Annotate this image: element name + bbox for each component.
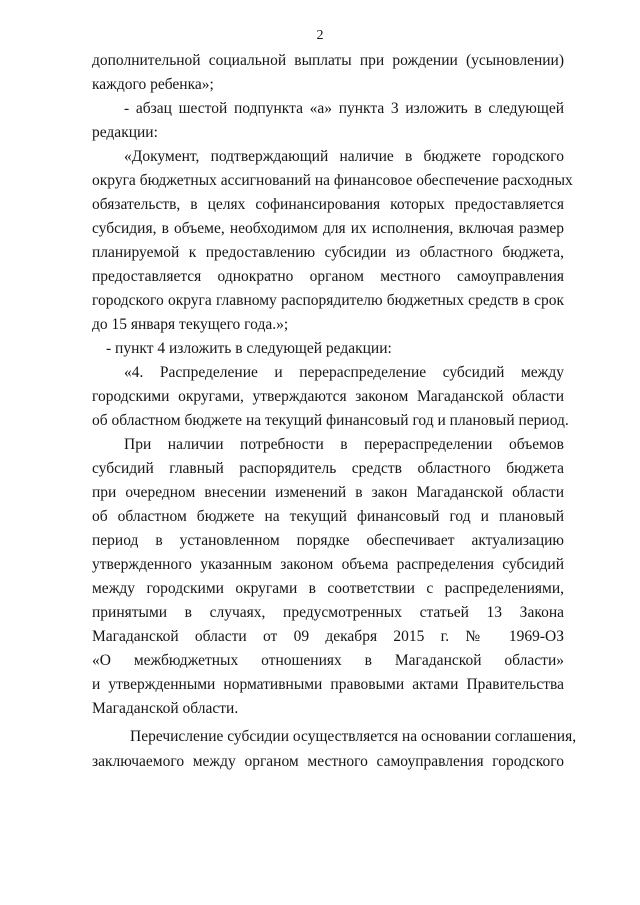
text-line: обязательств, в целях софинансирования которых предоставляется (92, 196, 564, 213)
text-line: утвержденного указанным законом объема распределения субсидий (92, 556, 564, 573)
text-line: Перечисление субсидии осуществляется на основании соглашения, (130, 728, 577, 745)
text-line: между городскими округами в соответствии с распределениями, (92, 580, 564, 597)
text-line: до 15 января текущего года.»; (92, 316, 289, 333)
text-line: при очередном внесении изменений в закон Магаданской области (92, 484, 564, 501)
text-line: При наличии потребности в перераспределении объемов (124, 436, 564, 453)
text-line: «О межбюджетных отношениях в Магаданской области» (92, 652, 564, 669)
text-line: дополнительной социальной выплаты при рождении (усыновлении) (92, 52, 564, 69)
text-line: заключаемого между органом местного самоуправления городского (92, 753, 564, 770)
text-line: принятыми в случаях, предусмотренных статьей 13 Закона (92, 604, 564, 621)
text-line: городскими округами, утверждаются законом Магаданской области (92, 388, 564, 405)
text-line: предоставляется однократно органом местного самоуправления (92, 268, 564, 285)
text-line: период в установленном порядке обеспечивает актуализацию (92, 532, 564, 549)
text-line: «Документ, подтверждающий наличие в бюджете городского (124, 148, 564, 165)
text-line: субсидий главный распорядитель средств областного бюджета (92, 460, 564, 477)
text-line: редакции: (92, 124, 158, 141)
text-line: каждого ребенка»; (92, 76, 214, 93)
text-line: «4. Распределение и перераспределение субсидий между (124, 364, 564, 381)
text-line: об областном бюджете на текущий финансовый год и плановый период. (92, 412, 569, 429)
text-line: Магаданской области от 09 декабря 2015 г. № 1969-ОЗ (92, 628, 564, 645)
text-line: городского округа главному распорядителю бюджетных средств в срок (92, 292, 564, 309)
text-line: - пункт 4 изложить в следующей редакции: (106, 340, 392, 357)
text-line: планируемой к предоставлению субсидии из областного бюджета, (92, 244, 564, 261)
text-line: - абзац шестой подпункта «а» пункта 3 изложить в следующей (124, 100, 564, 117)
text-line: округа бюджетных ассигнований на финансовое обеспечение расходных (92, 172, 573, 189)
page-number: 2 (316, 28, 324, 43)
text-line: Магаданской области. (92, 700, 239, 717)
text-line: об областном бюджете на текущий финансовый год и плановый (92, 508, 564, 525)
text-line: и утвержденными нормативными правовыми актами Правительства (92, 676, 564, 693)
text-line: субсидия, в объеме, необходимом для их исполнения, включая размер (92, 220, 564, 237)
